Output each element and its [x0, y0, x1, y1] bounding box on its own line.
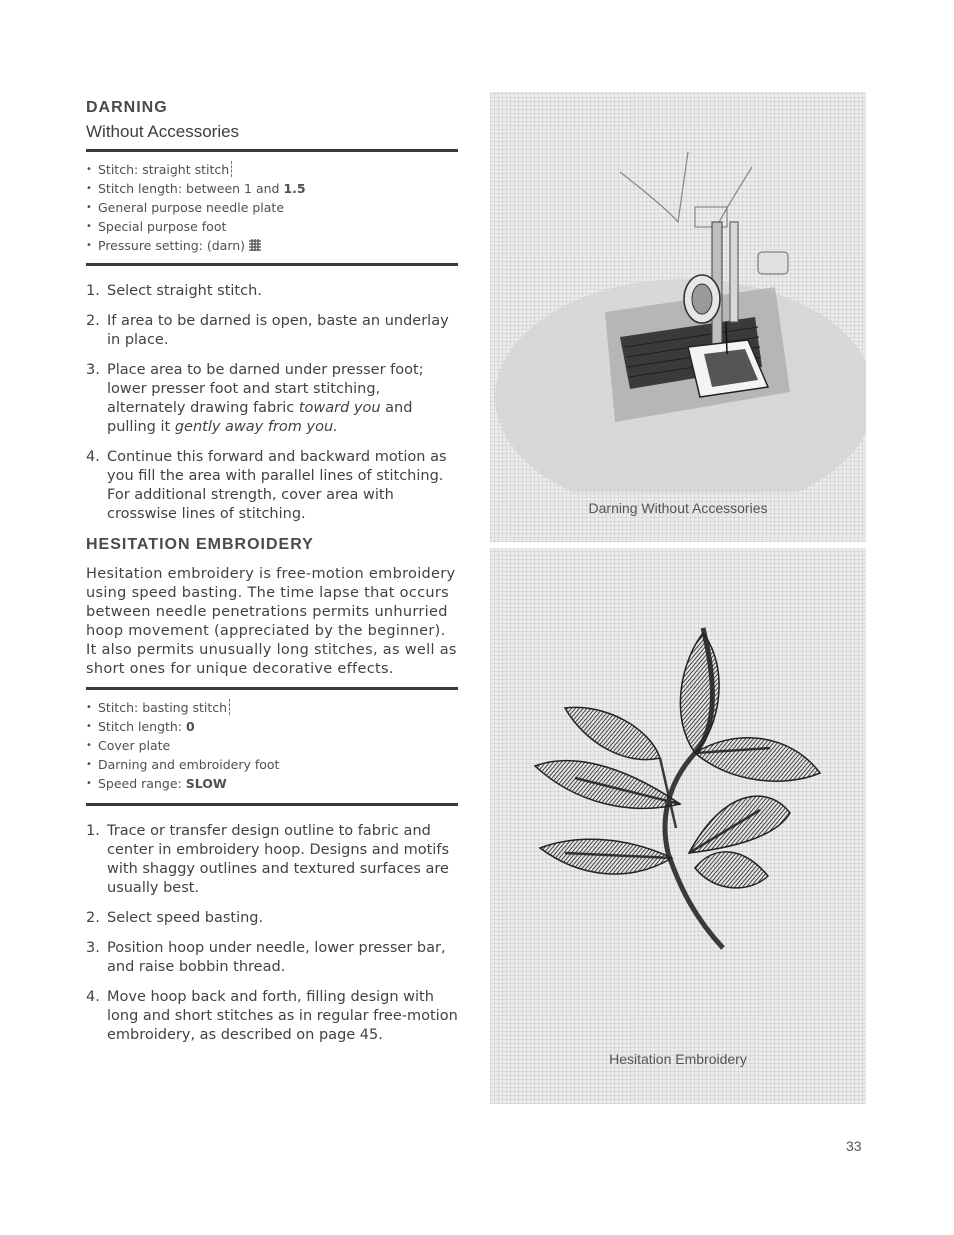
setting-item: • Stitch length: between 1 and 1.5 — [86, 179, 458, 198]
darning-settings-list — [86, 160, 458, 255]
presser-foot-icon — [490, 92, 866, 492]
hesitation-title: HESITATION EMBROIDERY — [86, 536, 314, 553]
setting-item: • Special purpose foot — [86, 217, 458, 236]
text-column — [86, 98, 458, 1056]
tick-mark — [229, 699, 230, 715]
divider — [86, 263, 458, 266]
setting-item: • Cover plate — [86, 736, 458, 755]
embroidery-caption: Hesitation Embroidery — [609, 1051, 747, 1067]
page-number: 33 — [846, 1138, 862, 1154]
hesitation-settings-list — [86, 698, 458, 793]
hesitation-section — [86, 535, 458, 1045]
darning-section — [86, 98, 458, 524]
tick-mark — [231, 161, 232, 177]
step-item: 3. Place area to be darned under presser foot; lower presser foot and start stitching, alternately drawing fabric toward you and pulling it gently away from you. — [86, 362, 424, 435]
step-item: 4. Move hoop back and forth, filling design with long and short stitches as in regular free-motion embroidery, as described on page 45. — [86, 989, 458, 1043]
setting-item: • Stitch length: 0 — [86, 717, 458, 736]
step-item: 1. Trace or transfer design outline to fabric and center in embroidery hoop. Designs and motifs with shaggy outlines and textured surfaces are usually best. — [86, 823, 449, 896]
setting-item: • Darning and embroidery foot — [86, 755, 458, 774]
leaf-branch-icon — [490, 548, 866, 1028]
divider — [86, 687, 458, 690]
setting-item: • General purpose needle plate — [86, 198, 458, 217]
step-item: 4. Continue this forward and backward motion as you fill the area with parallel lines of stitching. For additional strength, cover area with crosswise lines of stitching. — [86, 449, 447, 522]
step-item: 3. Position hoop under needle, lower presser bar, and raise bobbin thread. — [86, 940, 446, 975]
darning-steps — [86, 282, 458, 524]
divider — [86, 149, 458, 152]
darning-figure — [490, 92, 866, 542]
setting-item: • Stitch: straight stitch — [86, 160, 458, 179]
setting-item: • Stitch: basting stitch — [86, 698, 458, 717]
darn-symbol-icon — [249, 239, 261, 251]
hesitation-intro: Hesitation embroidery is free-motion embroidery using speed basting. The time lapse that occurs between needle penetrations permits unhurried hoop movement (appreciated by the beginner). It also permits unusually long stitches, as well as short ones for unique decorative effects. — [86, 566, 457, 677]
step-item: 1. Select straight stitch. — [86, 283, 262, 299]
darning-title: DARNING — [86, 99, 168, 116]
setting-item: • Pressure setting: (darn) — [86, 236, 458, 255]
step-item: 2. Select speed basting. — [86, 910, 264, 926]
hesitation-steps — [86, 822, 458, 1045]
setting-item: • Speed range: SLOW — [86, 774, 458, 793]
step-item: 2. If area to be darned is open, baste an underlay in place. — [86, 313, 449, 348]
divider — [86, 803, 458, 806]
embroidery-figure — [490, 548, 866, 1104]
darning-caption: Darning Without Accessories — [588, 500, 768, 516]
darning-subtitle: Without Accessories — [86, 122, 240, 141]
